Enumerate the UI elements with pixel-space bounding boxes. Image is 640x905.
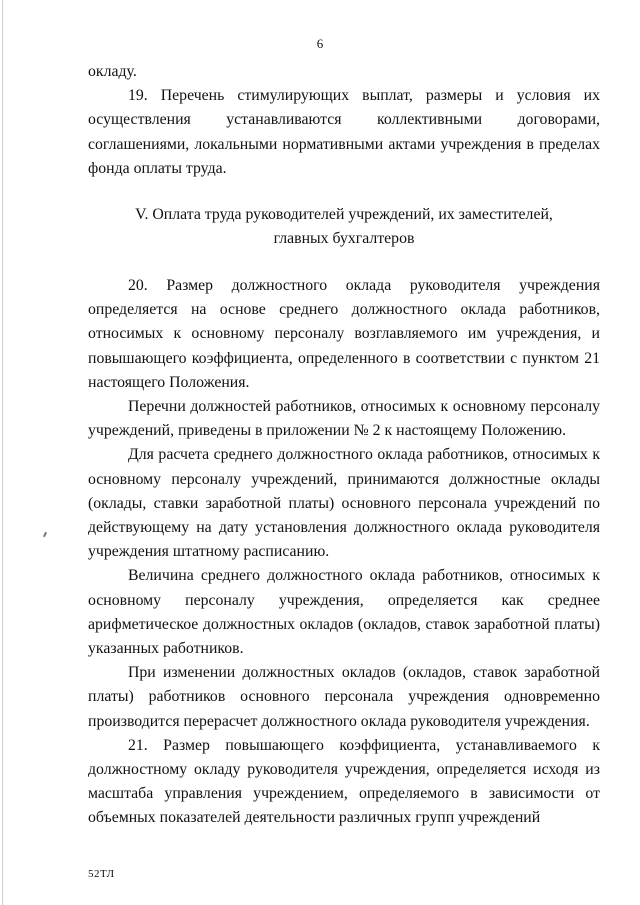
paragraph-20: 20. Размер должностного оклада руководителя учреждения определяется на основе среднего должностного оклада работников, относимых к основному персоналу возглавляемого им учреждения, и повышающего коэффициента, определенного в соответствии с пунктом 21 настоящего Положения. — [88, 277, 600, 391]
top-text-block — [88, 60, 600, 181]
paragraph-20-calculation: Для расчета среднего должностного оклада работников, относимых к основному персоналу учреждений, принимаются должностные оклады (оклады, ставки заработной платы) основного персонала учреждений по действующему на дату установления должностного оклада руководителя учреждения штатному расписанию. — [88, 446, 600, 561]
scan-speck — [43, 532, 47, 537]
scan-edge — [2, 0, 3, 905]
page-number: 6 — [316, 36, 324, 51]
paragraph-20-average: Величина среднего должностного оклада работников, относимых к основному персоналу учреждения, определяется как среднее арифметическое должностных окладов (окладов, ставок заработной платы) указанных работников. — [88, 567, 600, 658]
section-heading-line-2: главных бухгалтеров — [273, 230, 415, 247]
main-text-block — [88, 274, 600, 831]
paragraph-19: 19. Перечень стимулирующих выплат, размеры и условия их осуществления устанавливаются коллективными договорами, соглашениями, локальными нормативными актами учреждения в пределах фонда оплаты труда. — [88, 87, 600, 177]
paragraph-20-change: При изменении должностных окладов (окладов, ставок заработной платы) работников основного персонала учреждения одновременно производится перерасчет должностного оклада руководителя учреждения. — [88, 664, 600, 730]
paragraph-21: 21. Размер повышающего коэффициента, устанавливаемого к должностному окладу руководителя учреждения, определяется исходя из масштаба управления учреждением, определяемого в зависимости от объемных показателей деятельности различных групп учреждений — [88, 736, 600, 827]
section-heading-line-1: V. Оплата труда руководителей учреждений, их заместителей, — [135, 206, 553, 223]
footer-code: 52ТЛ — [88, 868, 115, 880]
continuation-text: окладу. — [88, 63, 137, 80]
section-heading — [88, 203, 600, 251]
paragraph-20-lists: Перечни должностей работников, относимых к основному персоналу учреждений, приведены в приложении № 2 к настоящему Положению. — [88, 398, 600, 440]
